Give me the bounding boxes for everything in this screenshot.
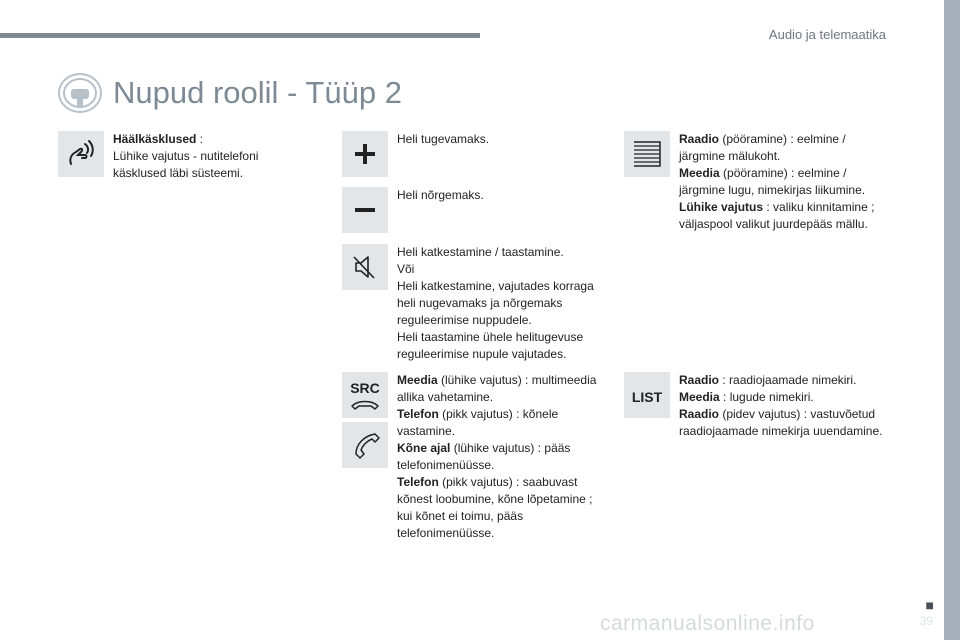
wheel-desc-media: (pööramine) : eelmine / järgmine lugu, nimekirjas liikumine.: [679, 166, 866, 197]
volume-down-text: Heli nõrgemaks.: [397, 188, 484, 202]
list-icon-label: LIST: [631, 389, 663, 405]
mute-button: [342, 244, 388, 290]
watermark: carmanualsonline.info: [600, 612, 815, 635]
end-marker: ■: [925, 597, 934, 613]
mute-icon: [342, 244, 388, 290]
steering-wheel-icon: [57, 72, 103, 114]
voice-command-button: [58, 131, 104, 177]
list-icon: [624, 372, 670, 418]
src-desc-media: (lühike vajutus) : multimeedia allika vahetamine.: [397, 373, 597, 404]
list-label-media: Meedia: [679, 390, 720, 404]
src-desc-phone-long: (pikk vajutus) : saabuvast kõnest loobumine, kõne lõpetamine ; kui kõnet ei toimu, pääs telefonimenüüsse.: [397, 475, 593, 540]
voice-description: Lühike vajutus - nutitelefoni käsklused läbi süsteemi.: [113, 149, 259, 180]
list-desc-media: : lugude nimekiri.: [719, 390, 814, 404]
volume-up-button: [342, 131, 388, 177]
wheel-label-media: Meedia: [679, 166, 720, 180]
voice-label: Häälkäsklused: [113, 132, 197, 146]
src-label-phone: Telefon: [397, 407, 439, 421]
mute-line-3: Heli katkestamine, vajutades korraga heli nugevamaks ja nõrgemaks reguleerimise nuppudele.: [397, 279, 594, 327]
src-icon-label: SRC: [350, 380, 380, 396]
side-strip: [944, 0, 960, 640]
wheel-label-radio: Raadio: [679, 132, 720, 146]
src-label-media: Meedia: [397, 373, 438, 387]
list-text: [679, 372, 889, 440]
mute-line-2: Või: [397, 262, 415, 276]
voice-colon: :: [196, 132, 204, 146]
mute-line-4: Heli taastamine ühele helitugevuse reguleerimise nupule vajutades.: [397, 330, 584, 361]
thumbwheel-text: [679, 131, 889, 233]
plus-icon: [342, 131, 388, 177]
src-button: [342, 372, 388, 418]
src-phone-text: [397, 372, 609, 542]
minus-icon: [342, 187, 388, 233]
thumbwheel-icon: [624, 131, 670, 177]
list-label-radio-long: Raadio: [679, 407, 720, 421]
mute-text: [397, 244, 607, 363]
list-button: [624, 372, 670, 418]
list-desc-radio-long: (pidev vajutus) : vastuvõetud raadiojaamade nimekirja uuendamine.: [679, 407, 883, 438]
volume-down-button: [342, 187, 388, 233]
wheel-label-press: Lühike vajutus: [679, 200, 764, 214]
src-label-incall: Kõne ajal: [397, 441, 451, 455]
list-desc-radio: : raadiojaamade nimekiri.: [719, 373, 857, 387]
wheel-desc-radio: (pööramine) : eelmine / järgmine mälukoht.: [679, 132, 846, 163]
thumbwheel-button: [624, 131, 670, 177]
src-desc-incall: (lühike vajutus) : pääs telefonimenüüsse.: [397, 441, 571, 472]
header-bar: [0, 33, 480, 38]
phone-icon: [342, 422, 388, 468]
wheel-desc-press: : valiku kinnitamine ; väljaspool valikut juurdepääs mällu.: [679, 200, 875, 231]
section-label: Audio ja telemaatika: [768, 27, 886, 42]
src-label-phone-long: Telefon: [397, 475, 439, 489]
phone-button: [342, 422, 388, 468]
page-title: Nupud roolil - Tüüp 2: [113, 75, 402, 110]
voice-command-text: [113, 131, 283, 182]
volume-up-text: Heli tugevamaks.: [397, 132, 490, 146]
src-phone-icon: [342, 372, 388, 418]
mute-line-1: Heli katkestamine / taastamine.: [397, 245, 564, 259]
src-desc-phone: (pikk vajutus) : kõnele vastamine.: [397, 407, 559, 438]
page-number: 39: [919, 614, 933, 628]
voice-command-icon: [58, 131, 104, 177]
list-label-radio: Raadio: [679, 373, 720, 387]
